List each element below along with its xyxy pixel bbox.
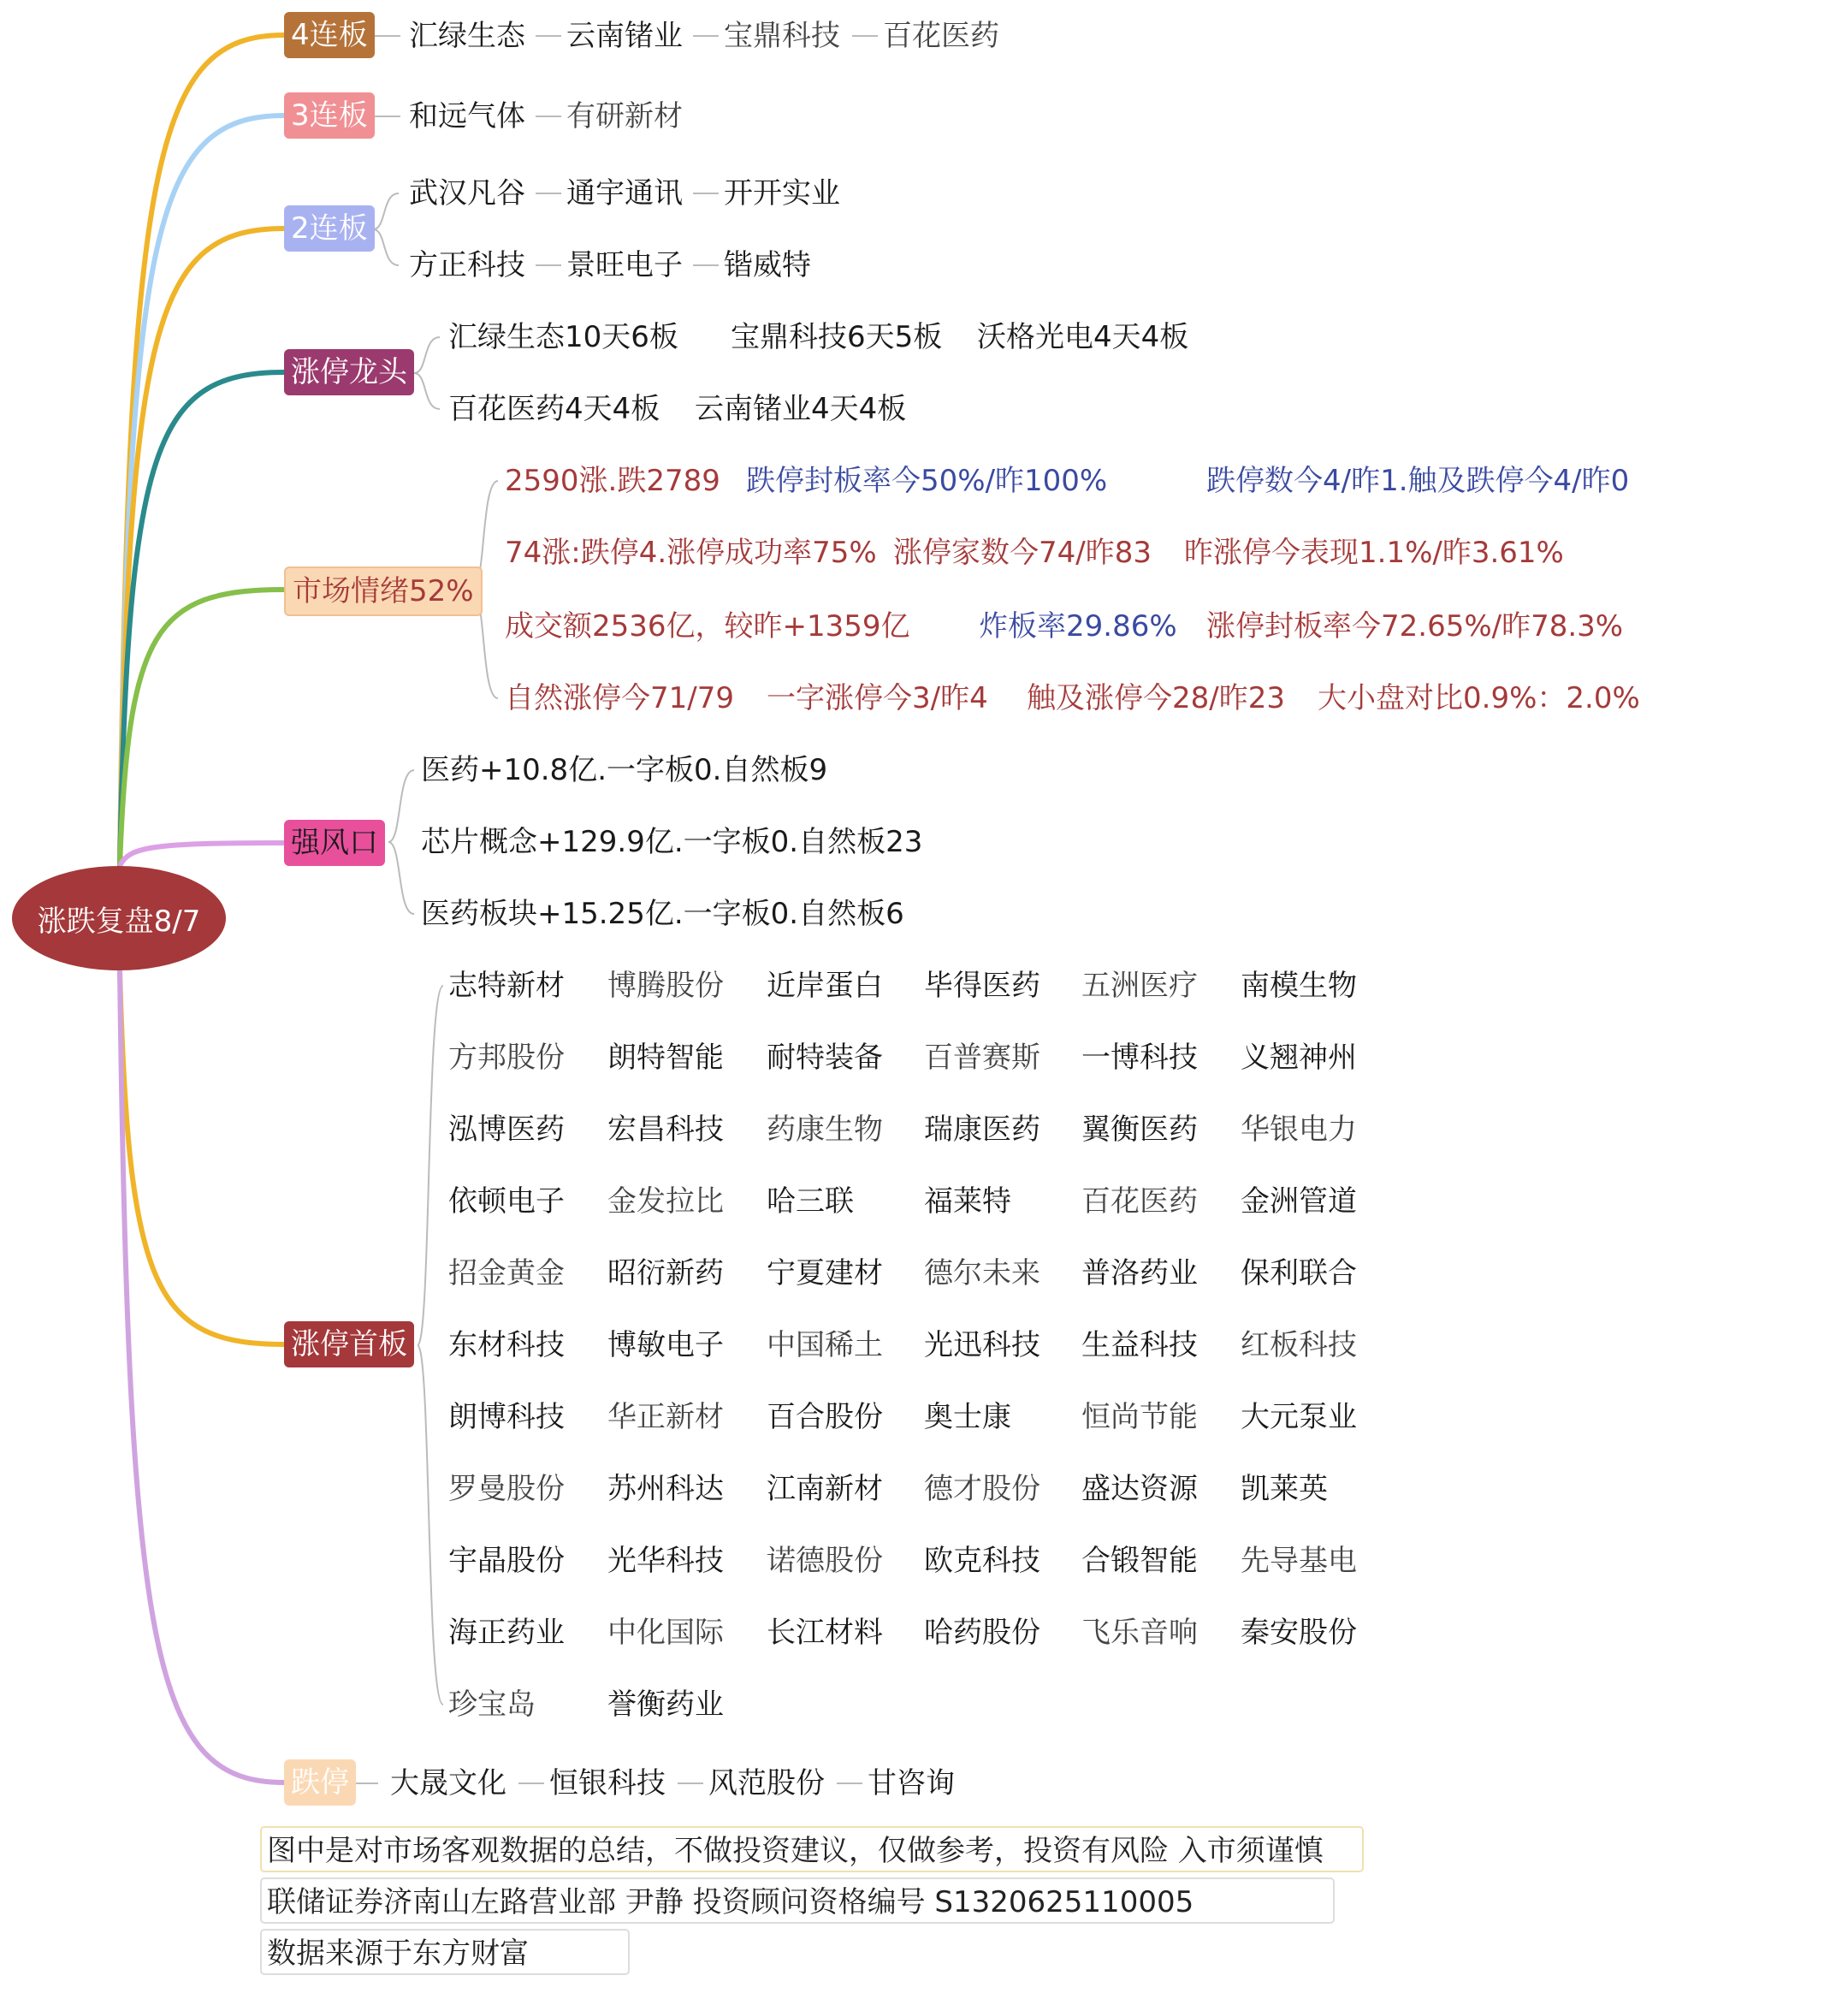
- shouban-item: 一博科技: [1081, 1041, 1198, 1075]
- shouban-item: 宇晶股份: [448, 1544, 565, 1578]
- shouban-item: 东材科技: [448, 1328, 565, 1362]
- branch-market-sentiment: 市场情绪52%: [284, 566, 483, 616]
- shouban-item: 长江材料: [767, 1616, 883, 1650]
- root-node: 涨跌复盘8/7: [12, 866, 226, 970]
- wind-bracket: [388, 770, 414, 842]
- shouban-item: 朗博科技: [448, 1400, 565, 1434]
- shouban-bracket: [418, 1345, 443, 1705]
- shouban-item: 药康生物: [767, 1112, 883, 1147]
- item: 芯片概念+129.9亿.一字板0.自然板23: [421, 825, 923, 859]
- item: 涨停家数今74/昨83: [893, 536, 1152, 570]
- shouban-item: 博敏电子: [607, 1328, 724, 1362]
- shouban-item: 福莱特: [924, 1184, 1011, 1219]
- shouban-item: 近岸蛋白: [767, 969, 883, 1003]
- branch-dieting: 跌停: [284, 1759, 356, 1806]
- shouban-item: 中化国际: [607, 1616, 724, 1650]
- branch-qiang-fengkou: 强风口: [284, 820, 385, 866]
- item: 一字涨停今3/昨4: [767, 681, 988, 715]
- lianban2-bracket: [373, 229, 399, 265]
- item: 自然涨停今71/79: [505, 681, 734, 715]
- shouban-item: 大元泵业: [1241, 1400, 1357, 1434]
- shouban-item: 招金黄金: [448, 1256, 565, 1290]
- item: 宝鼎科技6天5板: [731, 320, 943, 354]
- item: 风范股份: [708, 1766, 825, 1800]
- item: 2590涨.跌2789: [505, 464, 720, 498]
- item: 云南锗业: [566, 19, 683, 53]
- item: 大小盘对比0.9%：2.0%: [1318, 681, 1640, 715]
- shouban-item: 金洲管道: [1241, 1184, 1357, 1219]
- wind-bracket: [388, 842, 414, 914]
- shouban-item: 欧克科技: [924, 1544, 1040, 1578]
- shouban-item: 誉衡药业: [607, 1688, 724, 1722]
- shouban-item: 哈药股份: [924, 1616, 1040, 1650]
- lianban2-bracket: [373, 193, 399, 229]
- item: 宝鼎科技: [724, 19, 840, 53]
- shouban-item: 哈三联: [767, 1184, 854, 1219]
- shouban-item: 罗曼股份: [448, 1472, 565, 1506]
- item: 跌停数今4/昨1.触及跌停今4/昨0: [1206, 464, 1630, 498]
- shouban-item: 华银电力: [1241, 1112, 1357, 1147]
- shouban-item: 依顿电子: [448, 1184, 565, 1219]
- shouban-item: 恒尚节能: [1081, 1400, 1198, 1434]
- shouban-bracket: [418, 986, 443, 1345]
- item: 医药板块+15.25亿.一字板0.自然板6: [421, 897, 904, 931]
- item: 沃格光电4天4板: [977, 320, 1189, 354]
- shouban-item: 百花医药: [1081, 1184, 1198, 1219]
- shouban-item: 五洲医疗: [1081, 969, 1198, 1003]
- longtou-bracket: [414, 373, 440, 409]
- shouban-item: 金发拉比: [607, 1184, 724, 1219]
- shouban-item: 瑞康医药: [924, 1112, 1040, 1147]
- item: 大晟文化: [390, 1766, 506, 1800]
- item: 百花医药4天4板: [448, 392, 660, 426]
- shouban-item: 苏州科达: [607, 1472, 724, 1506]
- item: 百花医药: [883, 19, 999, 53]
- item: 恒银科技: [549, 1766, 666, 1800]
- item: 74涨:跌停4.涨停成功率75%: [505, 536, 877, 570]
- branch-edge: [120, 970, 284, 1344]
- shouban-item: 耐特装备: [767, 1041, 883, 1075]
- shouban-item: 红板科技: [1241, 1328, 1357, 1362]
- shouban-item: 南模生物: [1241, 969, 1357, 1003]
- item: 锴威特: [724, 248, 811, 282]
- item: 方正科技: [409, 248, 525, 282]
- shouban-item: 保利联合: [1241, 1256, 1357, 1290]
- shouban-item: 毕得医药: [924, 969, 1040, 1003]
- shouban-item: 合锻智能: [1081, 1544, 1198, 1578]
- item: 成交额2536亿，较昨+1359亿: [505, 609, 910, 644]
- shouban-item: 宁夏建材: [767, 1256, 883, 1290]
- branch-edge: [120, 372, 284, 866]
- branch-zhangting-shouban: 涨停首板: [284, 1321, 414, 1367]
- disclaimer-note: 图中是对市场客观数据的总结，不做投资建议，仅做参考，投资有风险 入市须谨慎: [260, 1826, 1364, 1872]
- shouban-item: 珍宝岛: [448, 1688, 536, 1722]
- item: 甘咨询: [868, 1766, 955, 1800]
- branch-4lianban: 4连板: [284, 12, 375, 58]
- shouban-item: 宏昌科技: [607, 1112, 724, 1147]
- shouban-item: 朗特智能: [607, 1041, 724, 1075]
- shouban-item: 华正新材: [607, 1400, 724, 1434]
- shouban-item: 秦安股份: [1241, 1616, 1357, 1650]
- shouban-item: 昭衍新药: [607, 1256, 724, 1290]
- shouban-item: 翼衡医药: [1081, 1112, 1198, 1147]
- shouban-item: 奥士康: [924, 1400, 1011, 1434]
- source-note: 数据来源于东方财富: [260, 1929, 630, 1975]
- shouban-item: 光华科技: [607, 1544, 724, 1578]
- branch-zhangting-longtou: 涨停龙头: [284, 349, 414, 395]
- branch-3lianban: 3连板: [284, 92, 375, 139]
- branch-edge: [120, 35, 284, 866]
- shouban-item: 泓博医药: [448, 1112, 565, 1147]
- item: 景旺电子: [566, 248, 683, 282]
- shouban-item: 德才股份: [924, 1472, 1040, 1506]
- shouban-item: 江南新材: [767, 1472, 883, 1506]
- branch-2lianban: 2连板: [284, 205, 375, 252]
- item: 跌停封板率今50%/昨100%: [746, 464, 1108, 498]
- item: 通宇通讯: [566, 176, 683, 211]
- shouban-item: 生益科技: [1081, 1328, 1198, 1362]
- item: 武汉凡谷: [409, 176, 525, 211]
- shouban-item: 盛达资源: [1081, 1472, 1198, 1506]
- branch-edge: [120, 843, 284, 866]
- item: 医药+10.8亿.一字板0.自然板9: [421, 753, 828, 787]
- shouban-item: 飞乐音响: [1081, 1616, 1198, 1650]
- shouban-item: 德尔未来: [924, 1256, 1040, 1290]
- item: 开开实业: [724, 176, 840, 211]
- item: 有研新材: [566, 99, 683, 133]
- shouban-item: 博腾股份: [607, 969, 724, 1003]
- item: 炸板率29.86%: [979, 609, 1177, 644]
- item: 云南锗业4天4板: [695, 392, 907, 426]
- shouban-item: 先导基电: [1241, 1544, 1357, 1578]
- item: 涨停封板率今72.65%/昨78.3%: [1206, 609, 1624, 644]
- shouban-item: 百合股份: [767, 1400, 883, 1434]
- item: 和远气体: [409, 99, 525, 133]
- shouban-item: 志特新材: [448, 969, 565, 1003]
- shouban-item: 方邦股份: [448, 1041, 565, 1075]
- shouban-item: 义翘神州: [1241, 1041, 1357, 1075]
- item: 汇绿生态: [409, 19, 525, 53]
- shouban-item: 诺德股份: [767, 1544, 883, 1578]
- shouban-item: 光迅科技: [924, 1328, 1040, 1362]
- item: 触及涨停今28/昨23: [1027, 681, 1285, 715]
- branch-edge: [120, 590, 284, 866]
- branch-edge: [120, 970, 284, 1782]
- shouban-item: 中国稀土: [767, 1328, 883, 1362]
- longtou-bracket: [414, 337, 440, 373]
- item: 昨涨停今表现1.1%/昨3.61%: [1184, 536, 1564, 570]
- shouban-item: 百普赛斯: [924, 1041, 1040, 1075]
- shouban-item: 凯莱英: [1241, 1472, 1328, 1506]
- shouban-item: 普洛药业: [1081, 1256, 1198, 1290]
- item: 汇绿生态10天6板: [448, 320, 678, 354]
- shouban-item: 海正药业: [448, 1616, 565, 1650]
- advisor-note: 联储证券济南山左路营业部 尹静 投资顾问资格编号 S1320625110005: [260, 1877, 1335, 1924]
